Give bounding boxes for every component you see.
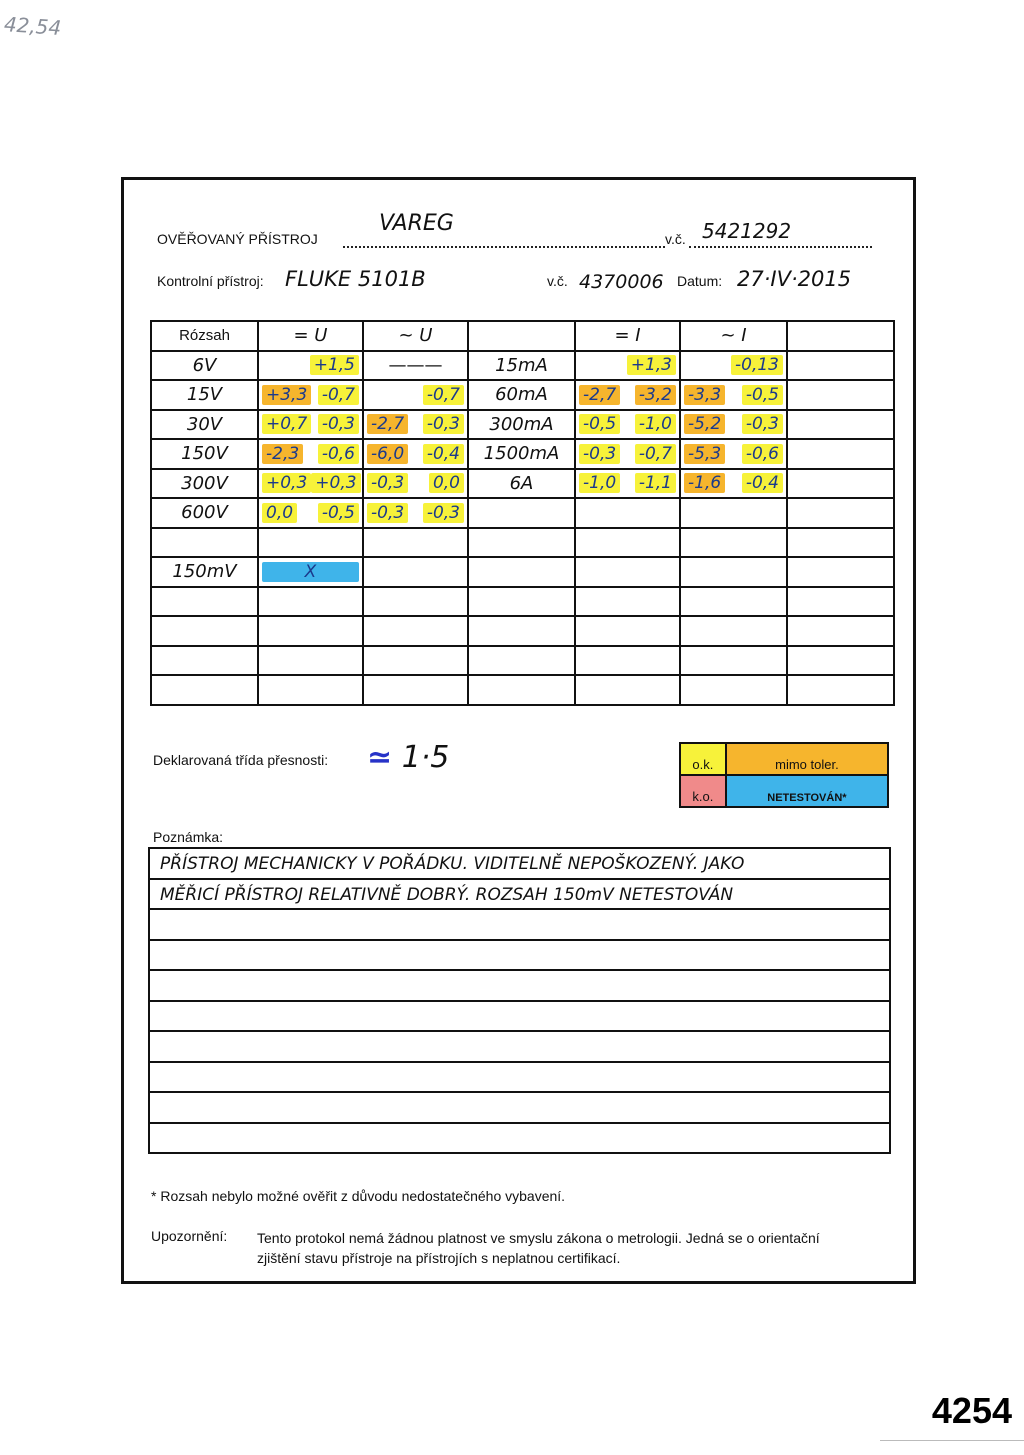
dc-voltage-cell: [258, 410, 363, 440]
measured-deviation: 0,0: [429, 473, 464, 493]
current-range: [468, 675, 575, 705]
ac-current-cell: [680, 351, 787, 381]
measured-deviation: -0,6: [742, 444, 783, 464]
ac-voltage-cell: [363, 646, 468, 676]
voltage-range: [151, 675, 258, 705]
measured-deviation: -0,3: [579, 444, 620, 464]
ac-current-cell: [680, 410, 787, 440]
voltage-range: 150V: [151, 439, 258, 469]
table-row: [151, 675, 894, 705]
warning-text: Tento protokol nemá žádnou platnost ve smyslu zákona o metrologii. Jedná se o orientační zjištění stavu přístroje na přístrojích s neplatnou certifikací.: [257, 1230, 820, 1266]
ac-current-cell: [680, 675, 787, 705]
dc-current-cell: [575, 646, 680, 676]
serial-dotted-line: [689, 245, 872, 248]
extra-cell: [787, 557, 894, 587]
note-line: [150, 1124, 889, 1153]
voltage-range: 30V: [151, 410, 258, 440]
measured-deviation: -2,7: [579, 385, 620, 405]
voltage-range: 300V: [151, 469, 258, 499]
measured-deviation: -2,7: [367, 414, 408, 434]
note-line: PŘÍSTROJ MECHANICKY V POŘÁDKU. VIDITELNĚ NEPOŠKOZENÝ. JAKO: [150, 849, 889, 880]
device-dotted-line: [343, 245, 665, 248]
dc-current-cell: [575, 616, 680, 646]
ac-voltage-cell: [363, 469, 468, 499]
current-range: 1500mA: [468, 439, 575, 469]
measured-deviation: -0,13: [731, 355, 783, 375]
measured-deviation: -3,2: [635, 385, 676, 405]
header-ac-voltage: ~ U: [363, 321, 468, 351]
measured-deviation: -5,3: [684, 444, 725, 464]
measured-deviation: +0,3: [311, 473, 360, 493]
table-row: [151, 380, 894, 410]
extra-cell: [787, 616, 894, 646]
ac-current-cell: [680, 439, 787, 469]
control-row: [157, 265, 872, 301]
dc-voltage-cell: [258, 616, 363, 646]
color-legend: [679, 742, 889, 808]
header-dc-voltage: = U: [258, 321, 363, 351]
extra-cell: [787, 410, 894, 440]
header-extra: [787, 321, 894, 351]
warning-label: Upozornění:: [151, 1228, 228, 1244]
dc-current-cell: [575, 469, 680, 499]
current-range: [468, 498, 575, 528]
ac-current-cell: [680, 587, 787, 617]
current-range: [468, 616, 575, 646]
date-label: Datum:: [677, 273, 723, 289]
measurement-table: [150, 320, 895, 706]
table-row: [151, 498, 894, 528]
dc-current-cell: [575, 351, 680, 381]
extra-cell: [787, 469, 894, 499]
measured-deviation: -0,6: [318, 444, 359, 464]
declared-class-label: Deklarovaná třída přesnosti:: [153, 752, 329, 768]
ac-voltage-cell: [363, 557, 468, 587]
note-line: [150, 971, 889, 1002]
measured-deviation: -0,5: [318, 503, 359, 523]
table-row: [151, 587, 894, 617]
page-number: 4254: [931, 1390, 1012, 1431]
device-value: VAREG: [379, 211, 454, 236]
measured-deviation: -6,0: [367, 444, 408, 464]
measured-deviation: -3,3: [684, 385, 725, 405]
table-row: [151, 439, 894, 469]
measured-deviation: -0,5: [579, 414, 620, 434]
approx-ac-dc-icon: ≃: [367, 740, 393, 775]
measured-deviation: -1,0: [579, 473, 620, 493]
ac-current-cell: [680, 469, 787, 499]
device-label: OVĚŘOVANÝ PŘÍSTROJ: [157, 231, 318, 247]
current-range: 6A: [468, 469, 575, 499]
footnote: * Rozsah nebylo možné ověřit z důvodu nedostatečného vybavení.: [151, 1188, 566, 1204]
current-range: [468, 646, 575, 676]
header-ac-current: ~ I: [680, 321, 787, 351]
serial-value: 5421292: [702, 219, 792, 243]
measured-deviation: -0,7: [318, 385, 359, 405]
note-line: [150, 1002, 889, 1033]
measured-deviation: -5,2: [684, 414, 725, 434]
ac-current-cell: [680, 646, 787, 676]
device-row: [157, 211, 872, 251]
extra-cell: [787, 646, 894, 676]
table-row: [151, 557, 894, 587]
measured-deviation: -1,1: [635, 473, 676, 493]
legend-ok: o.k.: [680, 743, 726, 775]
dc-voltage-cell: [258, 675, 363, 705]
measured-deviation: -0,3: [367, 473, 408, 493]
note-line: [150, 1032, 889, 1063]
notes-label: Poznámka:: [153, 829, 224, 845]
legend-out-of-tolerance: mimo toler.: [726, 743, 888, 775]
extra-cell: [787, 351, 894, 381]
legend-ko: k.o.: [680, 775, 726, 807]
extra-cell: [787, 439, 894, 469]
control-label: Kontrolní přístroj:: [157, 273, 264, 289]
measured-deviation: -0,3: [742, 414, 783, 434]
ac-current-cell: [680, 528, 787, 558]
measured-deviation: -0,7: [423, 385, 464, 405]
control-serial-label: v.č.: [547, 273, 568, 289]
table-row: [151, 528, 894, 558]
measured-deviation: -1,6: [684, 473, 725, 493]
voltage-range: [151, 616, 258, 646]
current-range: [468, 528, 575, 558]
ac-current-cell: [680, 498, 787, 528]
dc-voltage-cell: [258, 439, 363, 469]
extra-cell: [787, 498, 894, 528]
serial-label: v.č.: [665, 231, 686, 247]
dc-voltage-cell: [258, 469, 363, 499]
ac-current-cell: [680, 616, 787, 646]
declared-class-value: 1·5: [401, 740, 450, 775]
dc-voltage-cell: [258, 587, 363, 617]
dc-voltage-cell: [258, 528, 363, 558]
dc-current-cell: [575, 528, 680, 558]
ac-voltage-cell: [363, 675, 468, 705]
note-line: [150, 941, 889, 972]
ac-voltage-cell: [363, 587, 468, 617]
voltage-range: [151, 528, 258, 558]
dc-current-cell: [575, 380, 680, 410]
measured-deviation: +0,3: [262, 473, 311, 493]
header-current-range: [468, 321, 575, 351]
measured-deviation: +3,3: [262, 385, 311, 405]
note-line: MĚŘICÍ PŘÍSTROJ RELATIVNĚ DOBRÝ. ROZSAH 150mV NETESTOVÁN: [150, 880, 889, 911]
measured-deviation: +0,7: [262, 414, 311, 434]
dc-voltage-cell: [258, 351, 363, 381]
table-row: [151, 646, 894, 676]
extra-cell: [787, 528, 894, 558]
current-range: 300mA: [468, 410, 575, 440]
control-serial-value: 4370006: [579, 271, 664, 293]
measured-deviation: 0,0: [262, 503, 297, 523]
header-dc-current: = I: [575, 321, 680, 351]
extra-cell: [787, 380, 894, 410]
voltage-range: [151, 646, 258, 676]
ac-voltage-cell: [363, 351, 468, 381]
table-row: [151, 616, 894, 646]
note-line: [150, 910, 889, 941]
table-row: [151, 351, 894, 381]
measured-deviation: -0,7: [635, 444, 676, 464]
dc-current-cell: [575, 439, 680, 469]
table-row: [151, 410, 894, 440]
voltage-range: [151, 587, 258, 617]
dc-voltage-cell: [258, 498, 363, 528]
dc-current-cell: [575, 587, 680, 617]
legend-not-tested: NETESTOVÁN*: [726, 775, 888, 807]
dc-voltage-cell: [258, 557, 363, 587]
ac-voltage-cell: [363, 528, 468, 558]
measured-deviation: -0,3: [423, 414, 464, 434]
ac-voltage-cell: [363, 616, 468, 646]
measured-deviation: -0,3: [367, 503, 408, 523]
measured-deviation: -0,4: [423, 444, 464, 464]
dc-voltage-cell: [258, 380, 363, 410]
notes-box: [148, 847, 891, 1154]
note-line: [150, 1063, 889, 1094]
measured-deviation: X: [262, 562, 359, 582]
header-range: Rózsah: [151, 321, 258, 351]
current-range: 60mA: [468, 380, 575, 410]
measured-deviation: -2,3: [262, 444, 303, 464]
extra-cell: [787, 587, 894, 617]
page-rule: [880, 1440, 1024, 1441]
dc-current-cell: [575, 557, 680, 587]
measured-deviation: -1,0: [635, 414, 676, 434]
dc-current-cell: [575, 410, 680, 440]
voltage-range: 6V: [151, 351, 258, 381]
ac-voltage-cell: [363, 410, 468, 440]
ac-voltage-cell: [363, 439, 468, 469]
current-range: 15mA: [468, 351, 575, 381]
measured-deviation: -0,3: [318, 414, 359, 434]
voltage-range: 15V: [151, 380, 258, 410]
note-line: [150, 1093, 889, 1124]
ac-current-cell: [680, 557, 787, 587]
declared-class: [367, 740, 449, 775]
ac-voltage-cell: [363, 380, 468, 410]
ac-voltage-cell: [363, 498, 468, 528]
corner-note: 42,54: [3, 12, 63, 40]
measured-deviation: -0,5: [742, 385, 783, 405]
extra-cell: [787, 675, 894, 705]
measured-deviation: -0,3: [423, 503, 464, 523]
voltage-range: 150mV: [151, 557, 258, 587]
control-value: FLUKE 5101B: [285, 267, 426, 291]
dc-current-cell: [575, 498, 680, 528]
dc-voltage-cell: [258, 646, 363, 676]
not-applicable-dash: ———: [388, 354, 443, 376]
dc-current-cell: [575, 675, 680, 705]
current-range: [468, 557, 575, 587]
date-value: 27·IV·2015: [737, 267, 852, 291]
measured-deviation: -0,4: [742, 473, 783, 493]
measured-deviation: +1,5: [310, 355, 359, 375]
table-header-row: [151, 321, 894, 351]
table-row: [151, 469, 894, 499]
current-range: [468, 587, 575, 617]
measured-deviation: +1,3: [627, 355, 676, 375]
ac-current-cell: [680, 380, 787, 410]
voltage-range: 600V: [151, 498, 258, 528]
